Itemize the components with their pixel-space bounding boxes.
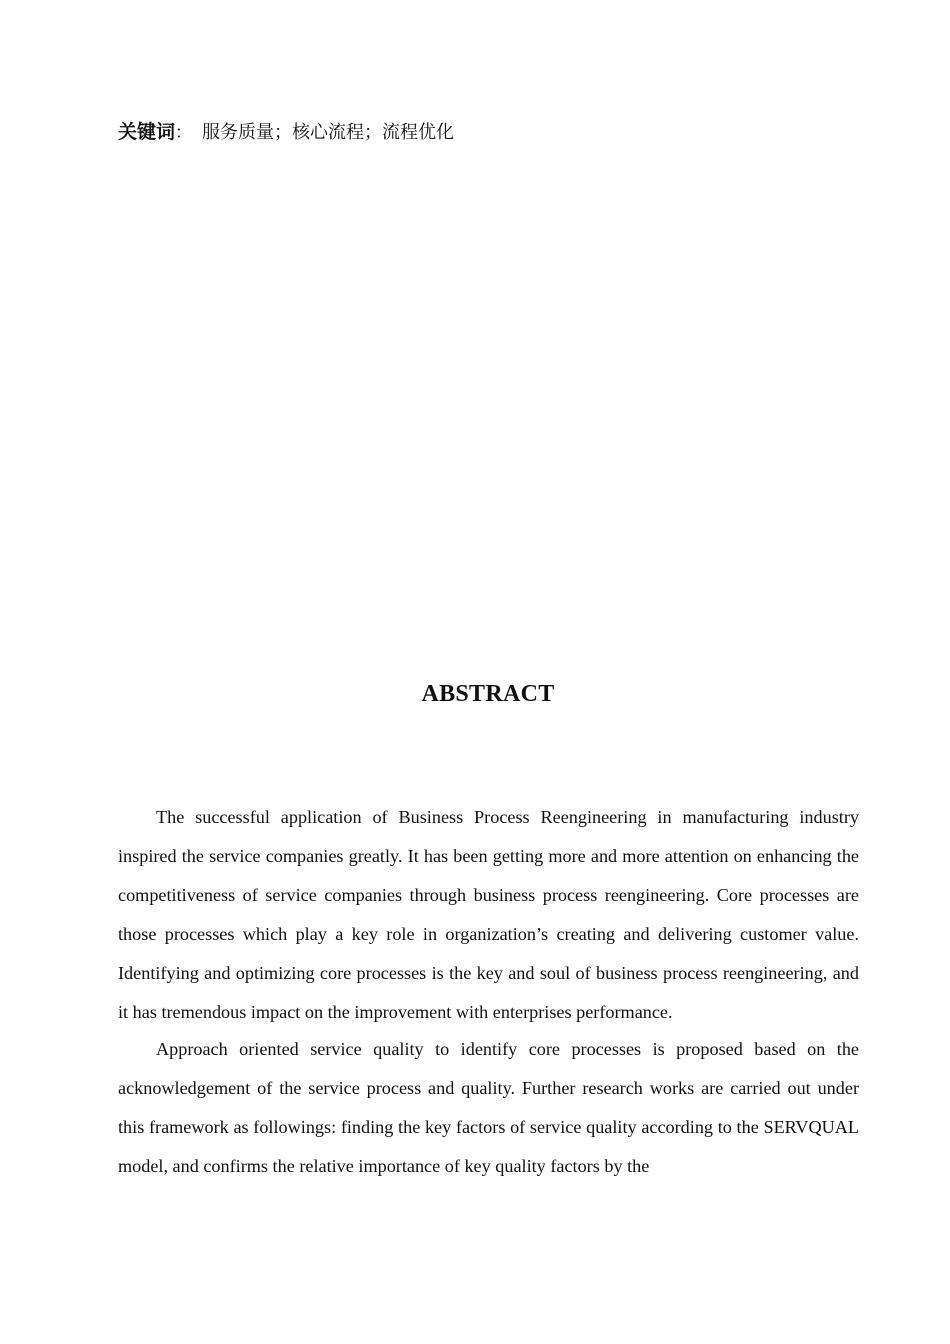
abstract-paragraph-1: The successful application of Business Process Reengineering in manufacturing industry inspired the service companies greatly. It has been getting more and more attention on enhancing the competitiveness of service companies through business process reengineering. Core processes are those processes which play a key role in organization’s creating and delivering customer value. Identifying and optimizing core processes is the key and soul of business process reengineering, and it has tremendous impact on the improvement with enterprises performance. xyxy=(118,807,859,1022)
keywords-label: 关键词 xyxy=(118,121,176,143)
keywords-value: 服务质量；核心流程；流程优化 xyxy=(202,122,455,143)
abstract-body xyxy=(118,798,859,1186)
abstract-paragraph-2: Approach oriented service quality to identify core processes is proposed based on the acknowledgement of the service process and quality. Further research works are carried out under this framework as followings: finding the key factors of service quality according to the SERVQUAL model, and confirms the relative importance of key quality factors by the xyxy=(118,1039,859,1176)
keywords-line xyxy=(118,118,454,147)
abstract-title: ABSTRACT xyxy=(421,681,555,707)
keywords-separator: ： xyxy=(175,123,193,143)
